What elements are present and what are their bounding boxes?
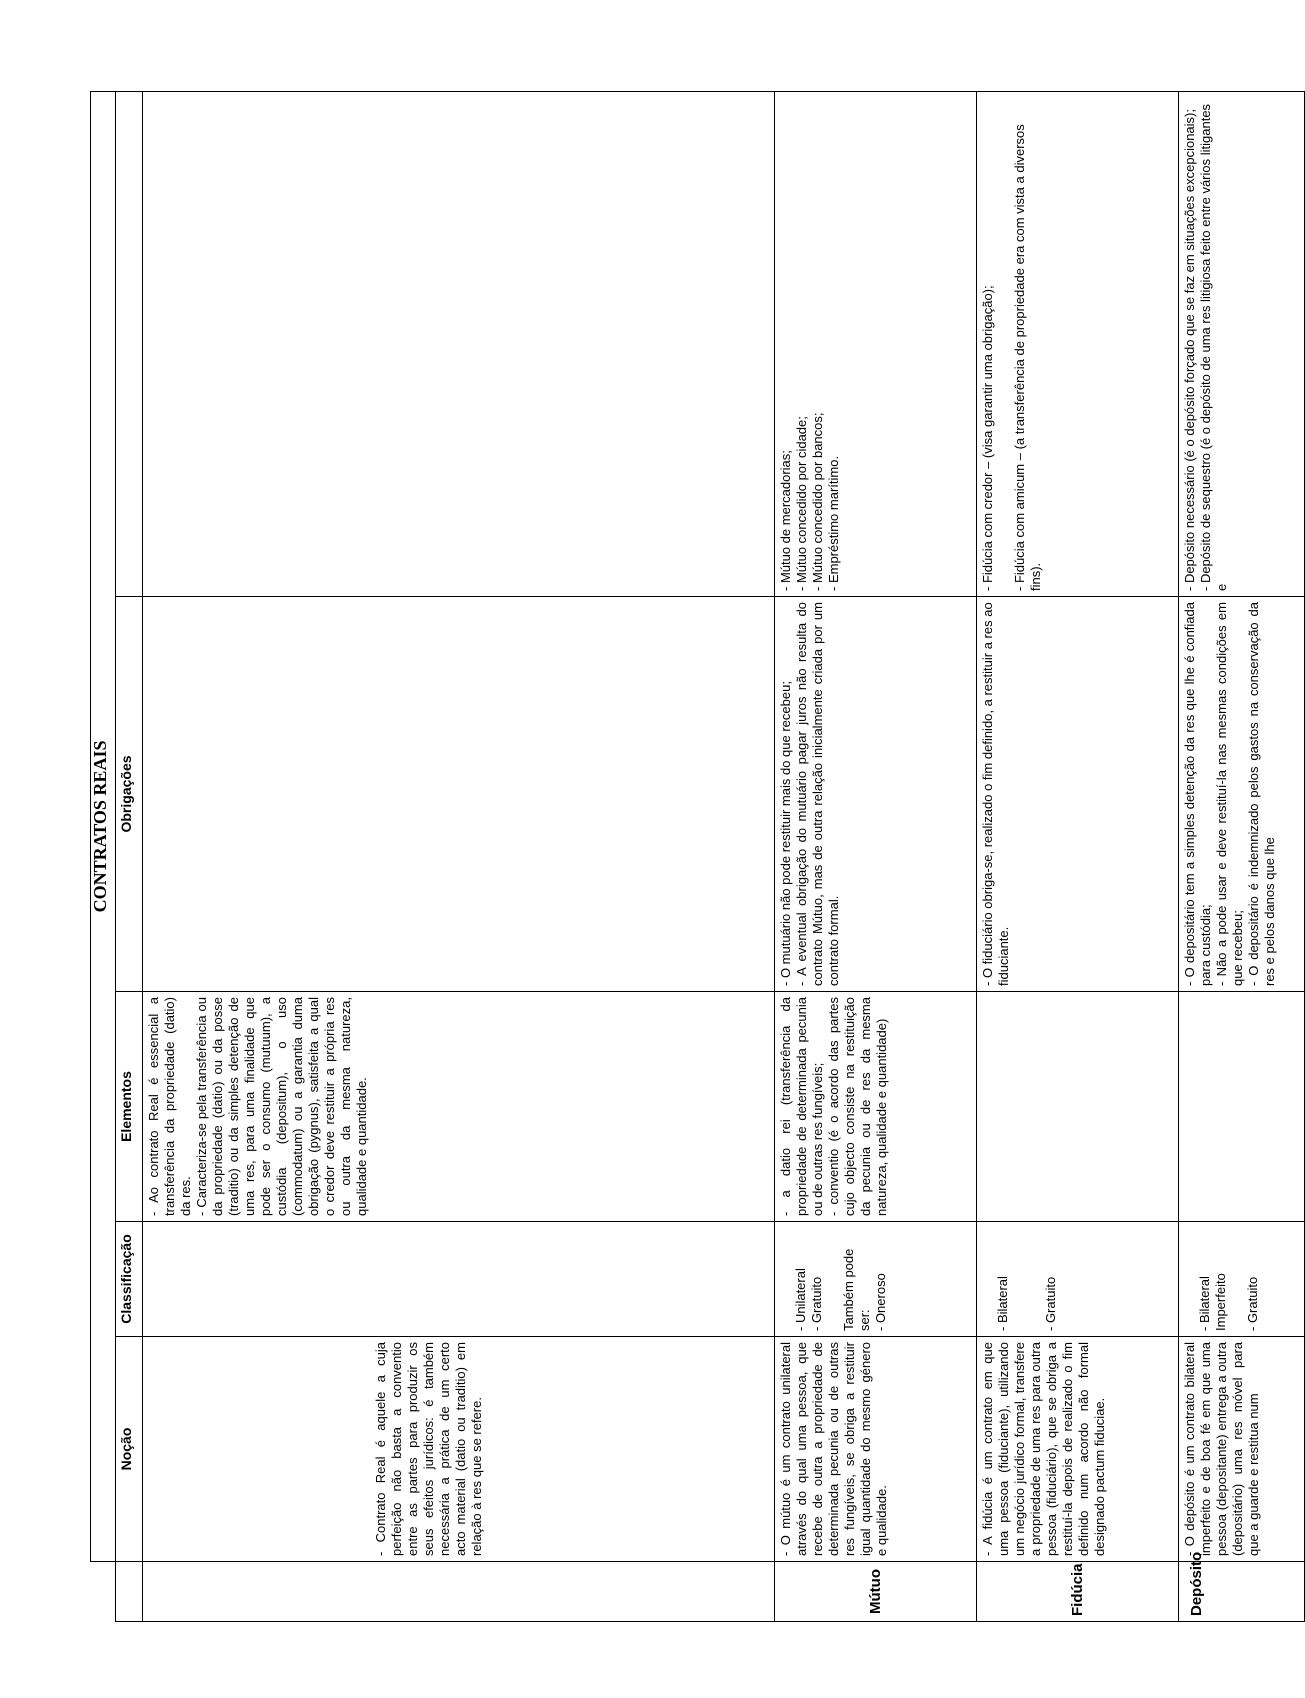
table-title: CONTRATOS REAIS	[91, 91, 116, 1561]
obrigacoes-cell	[1179, 597, 1305, 992]
obrigacoes-cell	[775, 597, 977, 992]
tipos-cell	[977, 91, 1179, 596]
header-cell-elementos: Elementos	[116, 992, 143, 1222]
classificacao-cell	[977, 1222, 1179, 1337]
tipos-cell	[1179, 91, 1305, 596]
elementos-cell	[977, 992, 1179, 1222]
elementos-item: - Ao contrato Real é essencial a transferência da propriedade (datio) da res.	[146, 997, 193, 1216]
table-row-deposito	[1179, 91, 1305, 1621]
classificacao-item: - Bilateral	[995, 1276, 1010, 1331]
header-row	[116, 91, 143, 1621]
classificacao-item: - Gratuito	[1043, 1276, 1058, 1331]
row-name-cell	[143, 1562, 775, 1622]
table-row-mutuo	[775, 91, 977, 1621]
obrigacoes-item: - O depositário é indemnizado pelos gastos na conservação da res e pelos danos que lhe	[1246, 602, 1277, 986]
nocao-cell: - O mútuo é um contrato unilateral através do qual uma pessoa, que recebe de outra a propriedade de determinada pecunia ou de outras res fungíveis, se obriga a restituir igual quantidade do mesmo género e qualidade.	[775, 1337, 977, 1562]
classificacao-item: - Bilateral Imperfeito	[1197, 1273, 1228, 1331]
tipos-item: - Fidúcia com credor – (visa garantir uma obrigação);	[980, 285, 995, 591]
classificacao-cell	[143, 1222, 775, 1337]
tipos-cell	[143, 91, 775, 596]
spacer	[996, 97, 1012, 591]
classificacao-item: Também pode ser:	[841, 1248, 872, 1331]
row-name-cell: Depósito	[1179, 1562, 1305, 1622]
classificacao-item: - Unilateral	[793, 1268, 808, 1331]
tipos-item: - Mútuo de mercadorias;	[778, 450, 793, 591]
spacer	[825, 1227, 841, 1331]
obrigacoes-item: - O depositário tem a simples detenção da res que lhe é confiada para custódia;	[1182, 602, 1213, 986]
elementos-item: - Caracteriza-se pela transferência ou da propriedade (datio) ou da posse (traditio) ou da simples detenção de uma res, para uma finalidade que pode ser o consumo (mutuum), a custódia (depositum), o uso (commodatum) ou a garantia duma obrigação (pygnus), satisfeita a qual o credor deve restituir a própria res ou outra da mesma natureza, qualidade e quantidade.	[194, 997, 369, 1216]
header-cell-classificacao: Classificação	[116, 1222, 143, 1337]
spacer	[1011, 1227, 1027, 1331]
nocao-cell: - A fidúcia é um contrato em que uma pessoa (fiduciante), utilizando um negócio jurídico formal, transfere a propriedade de uma res para outra pessoa (fiduciário), que se obriga a restituí-la depois de realizado o fim definido num acordo não formal designado pactum fiduciae.	[977, 1337, 1179, 1562]
nocao-cell: - Contrato Real é aquele a cuja perfeição não basta a conventio entre as partes para produzir os seus efeitos jurídicos: é também necessária a prática de um certo acto material (datio ou traditio) em relação à res que se refere.	[143, 1337, 775, 1562]
tipos-item: - Empréstimo marítimo.	[826, 455, 841, 591]
obrigacoes-cell	[143, 597, 775, 992]
obrigacoes-item: - O fiduciário obriga-se, realizado o fim definido, a restituir a res ao fiduciante.	[980, 602, 1011, 986]
tipos-item: - Mútuo concedido por cidade;	[794, 416, 809, 591]
spacer	[1229, 1227, 1245, 1331]
obrigacoes-item: - A eventual obrigação do mutuário pagar juros não resulta do contrato Mútuo, mas de outra relação inicialmente criada por um contrato formal.	[794, 602, 841, 986]
obrigacoes-cell	[977, 597, 1179, 992]
elementos-item: - a datio rei (transferência da propriedade de determinada pecunia ou de outras res fungíveis;	[778, 997, 825, 1216]
contratos-reais-table	[90, 91, 1305, 1622]
header-cell-row-name	[116, 1562, 143, 1622]
tipos-item: - Depósito de sequestro (é o depósito de uma res litigiosa feito entre vários litigantes e	[1198, 103, 1229, 591]
classificacao-cell	[1179, 1222, 1305, 1337]
classificacao-item: - Gratuito	[809, 1276, 824, 1331]
classificacao-cell	[775, 1222, 977, 1337]
nocao-cell: - O depósito é um contrato bilateral imperfeito e de boa fé em que uma pessoa (depositante) entrega a outra (depositário) uma res móvel para que a guarde e restitua num	[1179, 1337, 1305, 1562]
elementos-cell	[775, 992, 977, 1222]
tipos-cell	[775, 91, 977, 596]
header-cell-nocao: Noção	[116, 1337, 143, 1562]
title-spacer	[91, 1562, 116, 1622]
row-name-cell: Mútuo	[775, 1562, 977, 1622]
classificacao-item: - Gratuito	[1245, 1276, 1260, 1331]
spacer	[1027, 1227, 1043, 1331]
table-row-fiducia	[977, 91, 1179, 1621]
row-name-cell: Fidúcia	[977, 1562, 1179, 1622]
tipos-item: - Depósito necessário (é o depósito forçado que se faz em situações excepcionais);	[1182, 109, 1197, 591]
header-cell-tipos	[116, 91, 143, 596]
obrigacoes-item: - O mutuário não pode restituir mais do que recebeu;	[778, 681, 793, 986]
header-cell-obrigacoes: Obrigações	[116, 597, 143, 992]
tipos-item: - Mútuo concedido por bancos;	[810, 412, 825, 591]
elementos-item: - conventio (é o acordo das partes cujo objecto consiste na restituição da pecunia ou de res da mesma natureza, qualidade e quantidade)	[826, 997, 889, 1216]
elementos-cell	[1179, 992, 1305, 1222]
table-row-contrato-real	[143, 91, 775, 1621]
classificacao-item: - Oneroso	[873, 1273, 888, 1331]
obrigacoes-item: - Não a pode usar e deve restituí-la nas mesmas condições em que recebeu;	[1214, 602, 1245, 986]
elementos-cell	[143, 992, 775, 1222]
tipos-item: - Fidúcia com amicum – (a transferência de propriedade era com vista a diversos fins).	[1012, 124, 1043, 591]
